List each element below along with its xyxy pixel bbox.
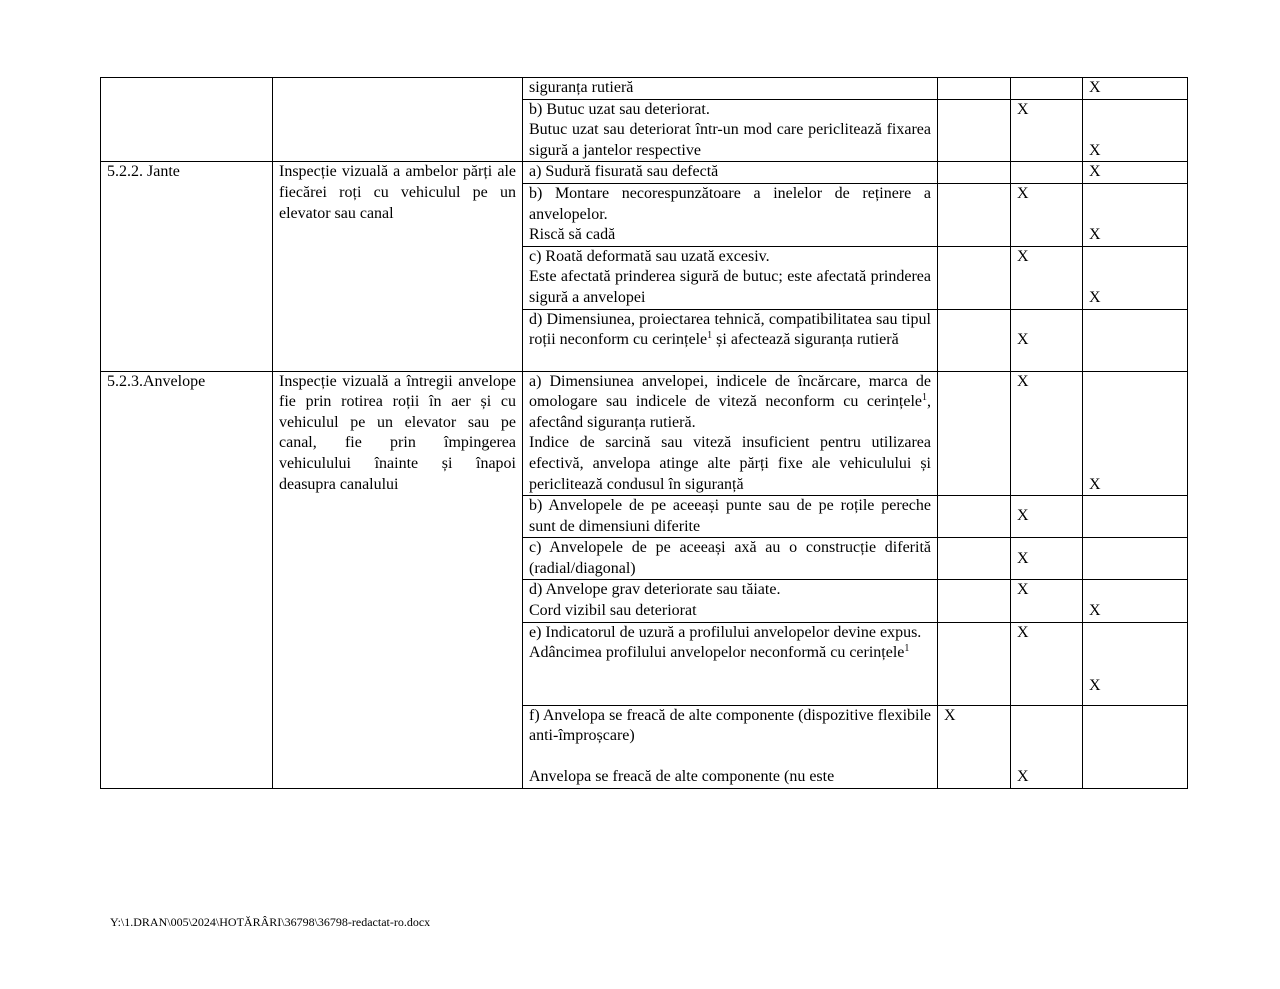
dangerous-cell: X [1083,246,1188,309]
minor-cell [938,99,1011,162]
dangerous-cell [1083,538,1188,580]
minor-cell: X [938,705,1011,788]
table-row [101,78,1188,100]
item-code-cell: 5.2.2. Jante [101,162,273,371]
major-cell: X [1011,371,1083,496]
major-cell: X [1011,580,1083,622]
minor-cell [938,162,1011,184]
dangerous-cell: X [1083,580,1188,622]
dangerous-cell: X [1083,622,1188,705]
table-row [101,162,1188,184]
major-cell [1011,78,1083,100]
dangerous-cell [1083,309,1188,371]
method-cell: Inspecție vizuală a ambelor părți ale fiecărei roți cu vehiculul pe un elevator sau canal [273,162,523,371]
defect-description: d) Dimensiunea, proiectarea tehnică, compatibilitatea sau tipul roții neconform cu cerințele$^1$ și afectează siguranța rutieră [523,309,938,371]
defect-description: f) Anvelopa se freacă de alte componente (dispozitive flexibile anti-împroșcare) Anvelopa se freacă de alte componente (nu este [523,705,938,788]
dangerous-cell: X [1083,78,1188,100]
dangerous-cell [1083,496,1188,538]
defect-description: siguranța rutieră [523,78,938,100]
defect-description: a) Dimensiunea anvelopei, indicele de încărcare, marca de omologare sau indicele de viteză neconform cu cerințele$^1$, afectând siguranța rutieră. Indice de sarcină sau viteză insuficient pentru utilizarea efectivă, anvelopa atinge alte părți fixe ale vehiculului și periclitează condusul în siguranță [523,371,938,496]
major-cell: X [1011,538,1083,580]
dangerous-cell: X [1083,99,1188,162]
major-cell: X [1011,705,1083,788]
defect-description: b) Butuc uzat sau deteriorat. Butuc uzat sau deteriorat într-un mod care periclitează fixarea sigură a jantelor respective [523,99,938,162]
minor-cell [938,78,1011,100]
item-code-cell: 5.2.3.Anvelope [101,371,273,789]
document-path-footer: Y:\1.DRAN\005\2024\HOTĂRÂRI\36798\36798-redactat-ro.docx [110,915,431,929]
minor-cell [938,622,1011,705]
method-cell [273,78,523,162]
defect-description: d) Anvelope grav deteriorate sau tăiate. Cord vizibil sau deteriorat [523,580,938,622]
method-cell: Inspecție vizuală a întregii anvelope fie prin rotirea roții în aer și cu vehiculul pe un elevator sau pe canal, fie prin împingerea vehiculului înainte și înapoi deasupra canalului [273,371,523,789]
item-code-cell [101,78,273,162]
major-cell: X [1011,183,1083,246]
minor-cell [938,496,1011,538]
dangerous-cell: X [1083,371,1188,496]
minor-cell [938,309,1011,371]
dangerous-cell: X [1083,162,1188,184]
defect-description: c) Anvelopele de pe aceeași axă au o construcție diferită (radial/diagonal) [523,538,938,580]
inspection-table [100,77,1188,789]
major-cell: X [1011,99,1083,162]
major-cell: X [1011,246,1083,309]
dangerous-cell [1083,705,1188,788]
defect-description: c) Roată deformată sau uzată excesiv. Este afectată prinderea sigură de butuc; este afectată prinderea sigură a anvelopei [523,246,938,309]
major-cell: X [1011,622,1083,705]
defect-description: b) Anvelopele de pe aceeași punte sau de pe roțile pereche sunt de dimensiuni diferite [523,496,938,538]
major-cell: X [1011,309,1083,371]
minor-cell [938,580,1011,622]
table-row [101,371,1188,496]
minor-cell [938,371,1011,496]
major-cell [1011,162,1083,184]
minor-cell [938,538,1011,580]
defect-description: e) Indicatorul de uzură a profilului anvelopelor devine expus. Adâncimea profilului anvelopelor neconformă cu cerințele$^1$ [523,622,938,705]
dangerous-cell: X [1083,183,1188,246]
major-cell: X [1011,496,1083,538]
defect-description: a) Sudură fisurată sau defectă [523,162,938,184]
defect-description: b) Montare necorespunzătoare a inelelor de reținere a anvelopelor. Riscă să cadă [523,183,938,246]
minor-cell [938,246,1011,309]
minor-cell [938,183,1011,246]
